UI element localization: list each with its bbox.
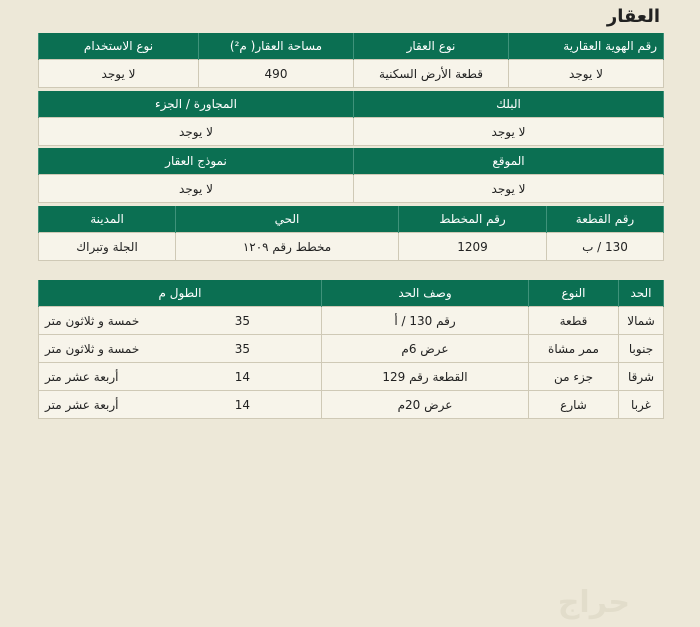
- table-row: [39, 233, 664, 261]
- length-number: 35: [234, 313, 250, 328]
- value-neighborhood-part: لا يوجد: [39, 118, 354, 146]
- value-usage-type: لا يوجد: [39, 60, 199, 88]
- value-property-area: 490: [199, 60, 354, 88]
- length-cell: [39, 363, 322, 391]
- header-side: الحد: [619, 280, 664, 307]
- table-header-row: [39, 206, 664, 233]
- table-row: [39, 363, 664, 391]
- location-table: [38, 148, 664, 203]
- header-property-type: نوع العقار: [354, 33, 509, 60]
- plot-table: [38, 206, 664, 261]
- boundary-desc: رقم 130 / أ: [322, 307, 529, 335]
- length-number: 35: [234, 341, 250, 356]
- header-type: النوع: [529, 280, 619, 307]
- table-header-row: [39, 33, 664, 60]
- header-property-model: نموذج العقار: [39, 148, 354, 175]
- length-text: أربعة عشر متر: [45, 369, 119, 384]
- boundary-desc: عرض 20م: [322, 391, 529, 419]
- header-length: الطول م: [39, 280, 322, 307]
- property-info-table: [38, 33, 664, 88]
- length-text: أربعة عشر متر: [45, 397, 119, 412]
- table-row: [39, 307, 664, 335]
- header-neighborhood-part: المجاورة / الجزء: [39, 91, 354, 118]
- boundaries-table: [38, 280, 664, 419]
- table-header-row: [39, 148, 664, 175]
- header-property-area: مساحة العقار( م²): [199, 33, 354, 60]
- length-number: 14: [234, 369, 250, 384]
- length-cell: [39, 307, 322, 335]
- value-district: مخطط رقم ١٢٠٩: [176, 233, 399, 261]
- value-plot-number: 130 / ب: [547, 233, 664, 261]
- watermark-logo: حراج: [557, 585, 630, 620]
- value-property-type: قطعة الأرض السكنية: [354, 60, 509, 88]
- table-row: [39, 175, 664, 203]
- value-city: الجلة وتبراك: [39, 233, 176, 261]
- header-property-id: رقم الهوية العقارية: [509, 33, 664, 60]
- value-property-model: لا يوجد: [39, 175, 354, 203]
- header-block: البلك: [354, 91, 664, 118]
- value-block: لا يوجد: [354, 118, 664, 146]
- header-district: الحي: [176, 206, 399, 233]
- table-row: [39, 391, 664, 419]
- value-location: لا يوجد: [354, 175, 664, 203]
- table-row: [39, 118, 664, 146]
- side: شمالا: [619, 307, 664, 335]
- boundary-desc: عرض 6م: [322, 335, 529, 363]
- type: جزء من: [529, 363, 619, 391]
- length-text: خمسة و ثلاثون متر: [45, 341, 140, 356]
- length-cell: [39, 335, 322, 363]
- table-header-row: [39, 280, 664, 307]
- length-cell: [39, 391, 322, 419]
- type: شارع: [529, 391, 619, 419]
- length-number: 14: [234, 397, 250, 412]
- side: غربا: [619, 391, 664, 419]
- length-text: خمسة و ثلاثون متر: [45, 313, 140, 328]
- header-plan-number: رقم المخطط: [399, 206, 547, 233]
- boundary-desc: القطعة رقم 129: [322, 363, 529, 391]
- table-row: [39, 60, 664, 88]
- header-plot-number: رقم القطعة: [547, 206, 664, 233]
- value-plan-number: 1209: [399, 233, 547, 261]
- header-location: الموقع: [354, 148, 664, 175]
- header-boundary-desc: وصف الحد: [322, 280, 529, 307]
- block-table: [38, 91, 664, 146]
- table-row: [39, 335, 664, 363]
- header-city: المدينة: [39, 206, 176, 233]
- type: ممر مشاة: [529, 335, 619, 363]
- side: شرقا: [619, 363, 664, 391]
- type: قطعة: [529, 307, 619, 335]
- value-property-id: لا يوجد: [509, 60, 664, 88]
- table-header-row: [39, 91, 664, 118]
- page-title: العقار: [606, 6, 660, 27]
- side: جنوبا: [619, 335, 664, 363]
- header-usage-type: نوع الاستخدام: [39, 33, 199, 60]
